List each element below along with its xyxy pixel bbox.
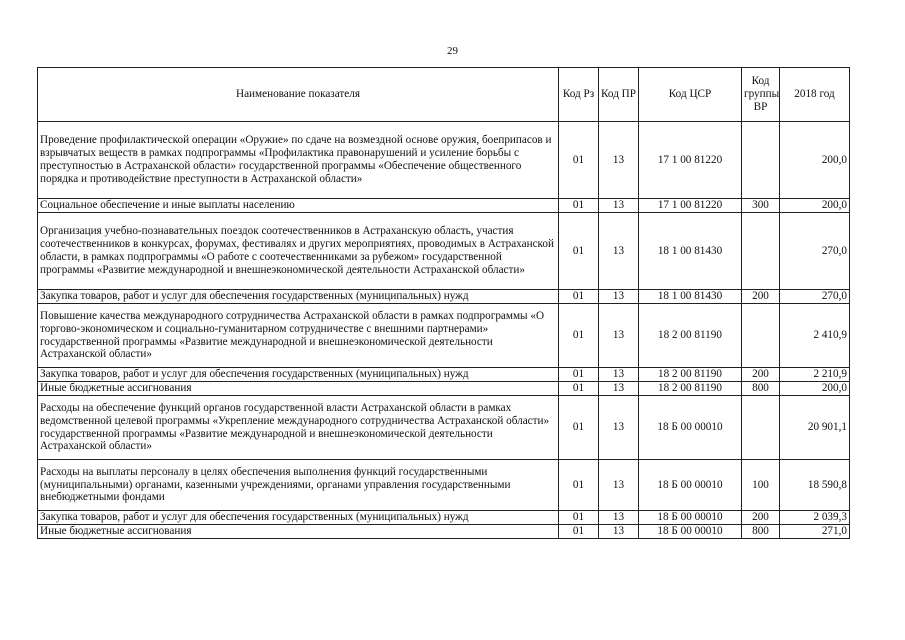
row-csr: 18 2 00 81190 bbox=[639, 304, 742, 368]
row-sum: 2 410,9 bbox=[780, 304, 850, 368]
table-row bbox=[38, 304, 850, 368]
row-vr: 300 bbox=[742, 199, 780, 213]
table-row bbox=[38, 122, 850, 199]
header-pr: Код ПР bbox=[599, 68, 639, 122]
row-rz: 01 bbox=[559, 199, 599, 213]
row-rz: 01 bbox=[559, 382, 599, 396]
row-pr: 13 bbox=[599, 460, 639, 511]
row-sum: 2 210,9 bbox=[780, 368, 850, 382]
row-pr: 13 bbox=[599, 525, 639, 539]
row-name: Закупка товаров, работ и услуг для обеспечения государственных (муниципальных) нужд bbox=[38, 368, 559, 382]
header-row bbox=[38, 68, 850, 122]
row-rz: 01 bbox=[559, 511, 599, 525]
table-row bbox=[38, 382, 850, 396]
page-number: 29 bbox=[447, 45, 458, 57]
table-row bbox=[38, 460, 850, 511]
row-name: Закупка товаров, работ и услуг для обеспечения государственных (муниципальных) нужд bbox=[38, 511, 559, 525]
table-row bbox=[38, 213, 850, 290]
row-pr: 13 bbox=[599, 213, 639, 290]
row-vr bbox=[742, 396, 780, 460]
row-sum: 200,0 bbox=[780, 122, 850, 199]
row-pr: 13 bbox=[599, 122, 639, 199]
table-row bbox=[38, 199, 850, 213]
row-name: Социальное обеспечение и иные выплаты населению bbox=[38, 199, 559, 213]
row-pr: 13 bbox=[599, 396, 639, 460]
row-sum: 270,0 bbox=[780, 213, 850, 290]
row-csr: 18 Б 00 00010 bbox=[639, 396, 742, 460]
row-vr: 200 bbox=[742, 290, 780, 304]
row-pr: 13 bbox=[599, 511, 639, 525]
header-year: 2018 год bbox=[780, 68, 850, 122]
row-rz: 01 bbox=[559, 396, 599, 460]
row-rz: 01 bbox=[559, 368, 599, 382]
row-pr: 13 bbox=[599, 199, 639, 213]
row-vr: 100 bbox=[742, 460, 780, 511]
row-pr: 13 bbox=[599, 368, 639, 382]
row-sum: 2 039,3 bbox=[780, 511, 850, 525]
table-row bbox=[38, 511, 850, 525]
row-name: Расходы на обеспечение функций органов государственной власти Астраханской области в рамках ведомственной целевой программы «Укрепление международного сотрудничества Астраханской области» государственной программы «Развитие международной и внешнеэкономической деятельности Астраханской области» bbox=[38, 396, 559, 460]
row-pr: 13 bbox=[599, 290, 639, 304]
table-row bbox=[38, 290, 850, 304]
row-rz: 01 bbox=[559, 460, 599, 511]
row-rz: 01 bbox=[559, 290, 599, 304]
budget-table bbox=[37, 67, 850, 539]
row-csr: 18 Б 00 00010 bbox=[639, 511, 742, 525]
row-sum: 200,0 bbox=[780, 199, 850, 213]
row-rz: 01 bbox=[559, 525, 599, 539]
row-vr: 800 bbox=[742, 525, 780, 539]
row-name: Организация учебно-познавательных поездок соотечественников в Астраханскую область, участия соотечественников в конкурсах, форумах, фестивалях и других мероприятиях, проводимых в Астраханской области, в рамках подпрограммы «О работе с соотечественниками за рубежом» государственной программы «Развитие международной и внешнеэкономической деятельности Астраханской области» bbox=[38, 213, 559, 290]
row-csr: 18 Б 00 00010 bbox=[639, 460, 742, 511]
row-csr: 18 Б 00 00010 bbox=[639, 525, 742, 539]
row-csr: 18 2 00 81190 bbox=[639, 368, 742, 382]
row-vr: 800 bbox=[742, 382, 780, 396]
header-vr: Код группы ВР bbox=[742, 68, 780, 122]
row-pr: 13 bbox=[599, 382, 639, 396]
row-rz: 01 bbox=[559, 122, 599, 199]
row-csr: 17 1 00 81220 bbox=[639, 199, 742, 213]
row-name: Проведение профилактической операции «Оружие» по сдаче на возмездной основе оружия, боеприпасов и взрывчатых веществ в рамках подпрограммы «Профилактика правонарушений и усиление борьбы с преступностью в Астраханской области» государственной программы «Обеспечение общественного порядка и противодействие преступности в Астраханской области» bbox=[38, 122, 559, 199]
row-vr bbox=[742, 213, 780, 290]
row-vr: 200 bbox=[742, 511, 780, 525]
row-vr bbox=[742, 122, 780, 199]
row-sum: 270,0 bbox=[780, 290, 850, 304]
table-body bbox=[38, 122, 850, 539]
row-name: Иные бюджетные ассигнования bbox=[38, 382, 559, 396]
row-sum: 20 901,1 bbox=[780, 396, 850, 460]
header-rz: Код Рз bbox=[559, 68, 599, 122]
row-csr: 18 1 00 81430 bbox=[639, 290, 742, 304]
row-rz: 01 bbox=[559, 213, 599, 290]
row-name: Расходы на выплаты персоналу в целях обеспечения выполнения функций государственными (муниципальными) органами, казенными учреждениями, органами управления государственными внебюджетными фондами bbox=[38, 460, 559, 511]
row-rz: 01 bbox=[559, 304, 599, 368]
row-sum: 18 590,8 bbox=[780, 460, 850, 511]
table-row bbox=[38, 368, 850, 382]
row-vr: 200 bbox=[742, 368, 780, 382]
row-pr: 13 bbox=[599, 304, 639, 368]
row-name: Повышение качества международного сотрудничества Астраханской области в рамках подпрограммы «О торгово-экономическом и социально-гуманитарном сотрудничестве с внешними партнерами» государственной программы «Развитие международной и внешнеэкономической деятельности Астраханской области» bbox=[38, 304, 559, 368]
row-name: Закупка товаров, работ и услуг для обеспечения государственных (муниципальных) нужд bbox=[38, 290, 559, 304]
header-name: Наименование показателя bbox=[38, 68, 559, 122]
header-csr: Код ЦСР bbox=[639, 68, 742, 122]
row-sum: 200,0 bbox=[780, 382, 850, 396]
table-header bbox=[38, 68, 850, 122]
row-csr: 17 1 00 81220 bbox=[639, 122, 742, 199]
table-row bbox=[38, 525, 850, 539]
row-sum: 271,0 bbox=[780, 525, 850, 539]
row-name: Иные бюджетные ассигнования bbox=[38, 525, 559, 539]
row-csr: 18 1 00 81430 bbox=[639, 213, 742, 290]
row-vr bbox=[742, 304, 780, 368]
row-csr: 18 2 00 81190 bbox=[639, 382, 742, 396]
table-row bbox=[38, 396, 850, 460]
